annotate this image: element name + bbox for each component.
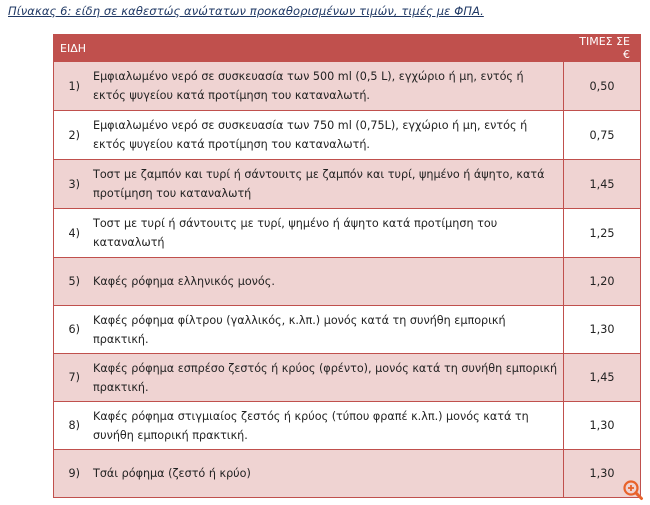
- table-row: [54, 62, 641, 111]
- row-number: 9): [54, 450, 86, 498]
- header-items: ΕΙΔΗ: [54, 35, 564, 62]
- row-price: 1,30: [564, 402, 641, 450]
- zoom-in-icon-graphic: [622, 479, 644, 501]
- table-row: [54, 111, 641, 160]
- row-number: 2): [54, 111, 86, 160]
- row-number: 8): [54, 402, 86, 450]
- row-price: 1,25: [564, 209, 641, 258]
- table-header-row: [54, 35, 641, 62]
- zoom-in-icon[interactable]: [622, 479, 644, 501]
- header-price: ΤΙΜΕΣ ΣΕ €: [564, 35, 641, 62]
- row-price: 1,20: [564, 258, 641, 306]
- row-number: 1): [54, 62, 86, 111]
- row-description: Καφές ρόφημα φίλτρου (γαλλικός, κ.λπ.) μονός κατά τη συνήθη εμπορική πρακτική.: [85, 306, 564, 354]
- row-price: 0,75: [564, 111, 641, 160]
- row-description: Τοστ με τυρί ή σάντουιτς με τυρί, ψημένο ή άψητο κατά προτίμηση του καταναλωτή: [85, 209, 564, 258]
- table-row: [54, 209, 641, 258]
- table-row: [54, 450, 641, 498]
- table-row: [54, 306, 641, 354]
- row-description: Καφές ρόφημα ελληνικός μονός.: [85, 258, 564, 306]
- row-price: 0,50: [564, 62, 641, 111]
- row-description: Τοστ με ζαμπόν και τυρί ή σάντουιτς με ζαμπόν και τυρί, ψημένο ή άψητο, κατά προτίμηση του καταναλωτή: [85, 160, 564, 209]
- row-description: Καφές ρόφημα εσπρέσο ζεστός ή κρύος (φρέντο), μονός κατά τη συνήθη εμπορική πρακτική.: [85, 354, 564, 402]
- row-number: 5): [54, 258, 86, 306]
- row-description: Εμφιαλωμένο νερό σε συσκευασία των 750 ml (0,75L), εγχώριο ή μη, εντός ή εκτός ψυγείου κατά προτίμηση του καταναλωτή.: [85, 111, 564, 160]
- table-row: [54, 258, 641, 306]
- table-row: [54, 354, 641, 402]
- row-price: 1,30: [564, 450, 641, 498]
- row-number: 4): [54, 209, 86, 258]
- row-description: Τσάι ρόφημα (ζεστό ή κρύο): [85, 450, 564, 498]
- row-number: 6): [54, 306, 86, 354]
- row-number: 3): [54, 160, 86, 209]
- row-price: 1,45: [564, 160, 641, 209]
- row-price: 1,30: [564, 306, 641, 354]
- table-row: [54, 160, 641, 209]
- row-description: Εμφιαλωμένο νερό σε συσκευασία των 500 ml (0,5 L), εγχώριο ή μη, εντός ή εκτός ψυγείου κατά προτίμηση του καταναλωτή.: [85, 62, 564, 111]
- row-number: 7): [54, 354, 86, 402]
- table-row: [54, 402, 641, 450]
- price-table: [53, 34, 641, 498]
- table-caption: Πίνακας 6: είδη σε καθεστώς ανώτατων προκαθορισμένων τιμών, τιμές με ΦΠΑ.: [8, 4, 484, 18]
- row-price: 1,45: [564, 354, 641, 402]
- row-description: Καφές ρόφημα στιγμιαίος ζεστός ή κρύος (τύπου φραπέ κ.λπ.) μονός κατά τη συνήθη εμπορική πρακτική.: [85, 402, 564, 450]
